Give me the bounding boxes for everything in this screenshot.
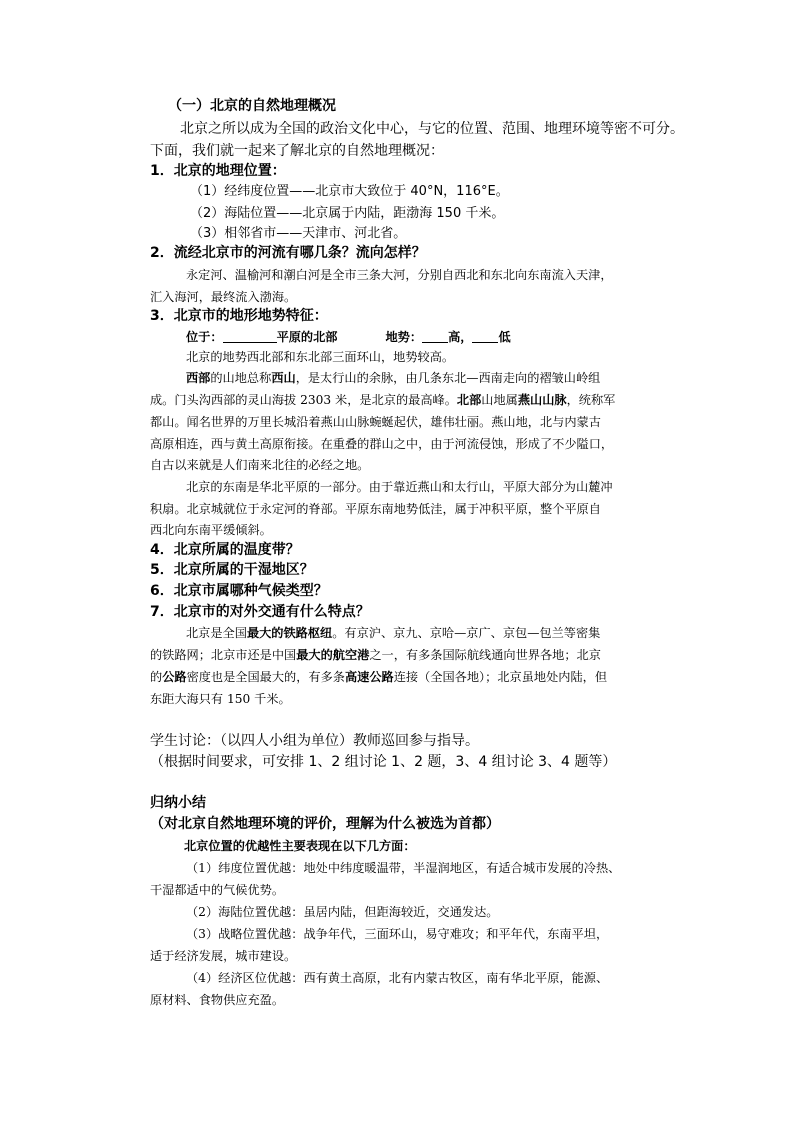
q3-text-5: 自古以来就是人们南来北往的必经之地。: [150, 458, 370, 472]
q7-text-2a: 的铁路网；北京市还是中国: [150, 648, 297, 662]
fill-label-location: 位于：: [186, 330, 223, 344]
fill-blank-high[interactable]: [422, 328, 448, 343]
bold-west: 西部: [186, 371, 211, 385]
fill-text-plain: 平原的北部: [276, 330, 338, 344]
q1-item-2: （2）海陆位置——北京属于内陆，距渤海 150 千米。: [190, 206, 505, 221]
summary-c-2: 适于经济发展，城市建设。: [150, 949, 297, 963]
summary-lead: 北京位置的优越性主要表现在以下几方面：: [184, 839, 416, 853]
q3-text-7: 积扇。北京城就位于永定河的脊部。平原东南地势低洼，属于冲积平原，整个平原自: [150, 502, 601, 516]
q3-text-8: 西北向东南平缓倾斜。: [150, 523, 272, 537]
q3-text-1: [186, 368, 600, 388]
summary-subheading: （对北京自然地理环境的评价，理解为什么被选为首都）: [150, 816, 500, 832]
summary-c-1: （3）战略位置优越：战争年代，三面环山，易守难攻；和平年代，东南平坦，: [186, 927, 609, 941]
fill-text-low: 低: [498, 330, 511, 344]
summary-b-1: （2）海陆位置优越：虽居内陆，但距海较近，交通发达。: [186, 905, 499, 919]
q3-text-1b: ，是太行山的余脉，由几条东北—西南走向的褶皱山岭组: [295, 371, 601, 385]
bold-railway-hub: 最大的铁路枢纽: [246, 626, 333, 640]
summary-d-2: 原材料、食物供应充盈。: [150, 993, 285, 1007]
discussion-line-2: （根据时间要求，可安排 1、2 组讨论 1、2 题，3、4 组讨论 3、4 题等）: [150, 754, 617, 770]
q5-heading: 5．北京所属的干湿地区？: [150, 562, 314, 578]
q3-text-4: 高原相连，西与黄土高原衔接。在重叠的群山之中，由于河流侵蚀，形成了不少隘口，: [150, 437, 614, 451]
q1-item-1: （1）经纬度位置——北京市大致位于 40°N，116°E。: [190, 184, 509, 199]
section-title: （一）北京的自然地理概况: [168, 98, 336, 114]
q6-heading: 6．北京市属哪种气候类型？: [150, 583, 328, 599]
q3-text-6: 北京的东南是华北平原的一部分。由于靠近燕山和太行山，平原大部分为山麓冲: [186, 480, 613, 494]
intro-line-1: 北京之所以成为全国的政治文化中心，与它的位置、范围、地理环境等密不可分。: [180, 121, 684, 137]
q3-text-0: 北京的地势西北部和东北部三面环山，地势较高。: [186, 350, 455, 364]
q7-text-3: [150, 667, 607, 687]
q1-item-3: （3）相邻省市——天津市、河北省。: [190, 226, 407, 241]
q3-heading: 3．北京市的地形地势特征：: [150, 308, 328, 324]
fill-text-high: 高，: [448, 330, 473, 344]
q3-text-3: 都山。闻名世界的万里长城沿着燕山山脉蜿蜒起伏，雄伟壮丽。燕山地，北与内蒙古: [150, 415, 601, 429]
bold-north: 北部: [456, 393, 482, 407]
bold-expressway: 高速公路: [345, 670, 394, 684]
q3-text-2c: ，统称军: [566, 393, 616, 407]
summary-a-2: 干湿都适中的气候优势。: [150, 883, 285, 897]
q1-heading: 1．北京的地理位置：: [150, 163, 286, 179]
q7-text-2: [150, 645, 601, 665]
summary-d-1: （4）经济区位优越：西有黄土高原，北有内蒙古牧区，南有华北平原，能源、: [186, 971, 609, 985]
q7-text-1b: 。有京沪、京九、京哈—京广、京包—包兰等密集: [332, 626, 601, 640]
q7-text-1a: 北京是全国: [186, 626, 247, 640]
bold-yanshan: 燕山山脉: [517, 393, 567, 407]
fill-blank-plain[interactable]: [223, 328, 277, 343]
discussion-line-1: 学生讨论：（以四人小组为单位）教师巡回参与指导。: [150, 733, 479, 749]
q3-text-1a: 的山地总称: [210, 371, 272, 385]
q7-text-3c: 连接（全国各地）；北京虽地处内陆，但: [393, 670, 608, 684]
q3-text-2b: 山地属: [481, 393, 518, 407]
summary-heading: 归纳小结: [150, 795, 206, 811]
q3-text-2: [150, 390, 615, 410]
q2-text-2: 汇入海河，最终流入渤海。: [150, 290, 297, 304]
bold-xishan: 西山: [271, 371, 296, 385]
summary-a-1: （1）纬度位置优越：地处中纬度暖温带，半湿润地区，有适合城市发展的冷热、: [186, 861, 621, 875]
fill-label-terrain: 地势：: [385, 330, 423, 344]
q7-text-3b: 密度也是全国最大的，有多条: [186, 670, 345, 684]
q7-heading: 7．北京市的对外交通有什么特点？: [150, 604, 370, 620]
q2-heading: 2．流经北京市的河流有哪几条？流向怎样？: [150, 245, 426, 261]
q3-text-2a: 成。门头沟西部的灵山海拔 2303 米，是北京的最高峰。: [150, 393, 457, 407]
intro-line-2: 下面，我们就一起来了解北京的自然地理概况：: [150, 143, 444, 159]
q4-heading: 4．北京所属的温度带？: [150, 542, 300, 558]
q2-text-1: 永定河、温榆河和潮白河是全市三条大河，分别自西北和东北向东南流入天津，: [186, 268, 613, 282]
q7-text-1: [186, 623, 600, 643]
q7-text-2b: 之一，有多条国际航线通向世界各地；北京: [369, 648, 601, 662]
q7-text-3a: 的: [150, 670, 163, 684]
bold-airport: 最大的航空港: [296, 648, 370, 662]
bold-highway: 公路: [162, 670, 187, 684]
q3-fill-line: [186, 327, 511, 347]
fill-blank-low[interactable]: [472, 328, 498, 343]
q7-text-4: 东距大海只有 150 千米。: [150, 692, 291, 706]
